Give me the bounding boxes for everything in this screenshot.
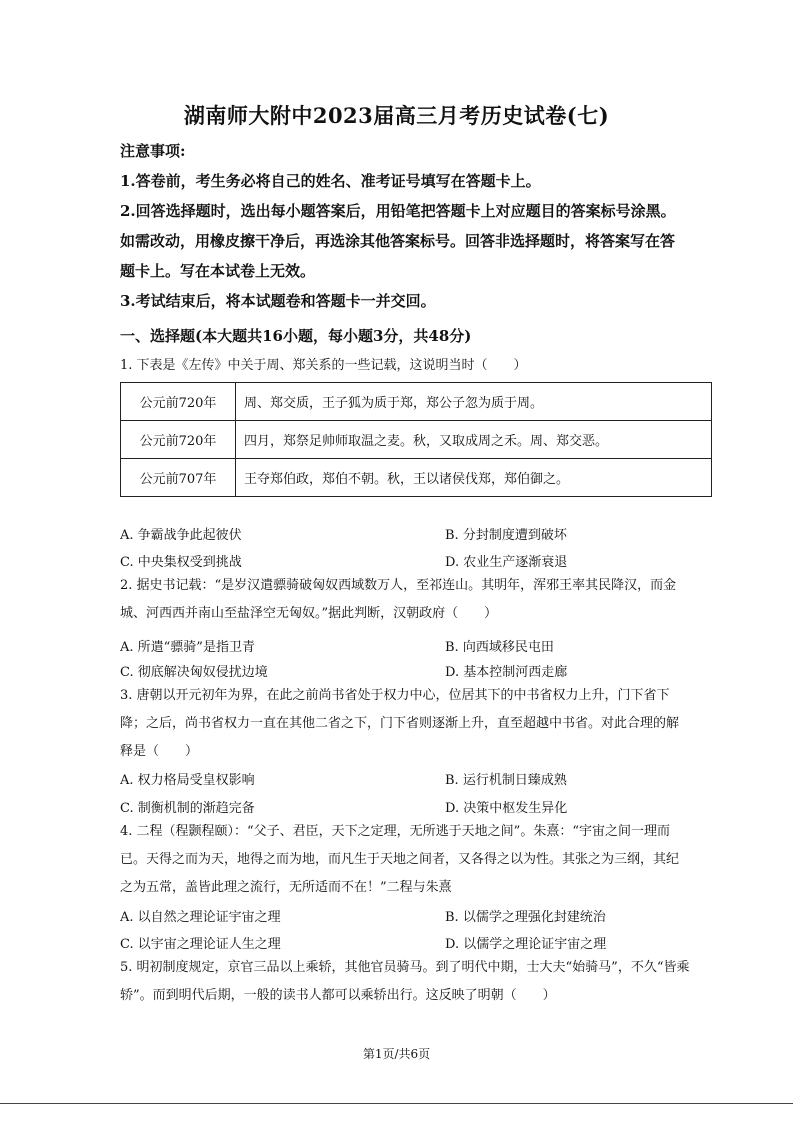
table-row [121,459,712,497]
q1-option-a: A. 争霸战争此起彼伏 [120,528,242,543]
question-4-stem: 4. 二程（程颢程颐）：“父子、君臣，天下之定理，无所逃于天地之间”。朱熹：“宇宙之间一理而已。天得之而为天，地得之而为地，而凡生于天地之间者，又各得之以为性。其张之为三纲，其纪之为五常，盖皆此理之流行，无所适而不在！”二程与朱熹 [120,824,680,895]
q4-option-b: B. 以儒学之理强化封建统治 [445,910,606,925]
q1-option-d: D. 农业生产逐渐衰退 [445,555,568,570]
table-cell-record: 四月，郑祭足帅师取温之麦。秋，又取成周之禾。周、郑交恶。 [236,421,712,459]
q3-option-c: C. 制衡机制的渐趋完备 [120,801,255,816]
page-title: 湖南师大附中2023届高三月考历史试卷(七) [183,103,610,128]
q4-option-c: C. 以宇宙之理论证人生之理 [120,937,281,952]
question-3-stem: 3. 唐朝以开元初年为界，在此之前尚书省处于权力中心，位居其下的中书省权力上升，门下省下降；之后，尚书省权力一直在其他二省之下，门下省则逐渐上升，直至超越中书省。对此合理的解释是（ ） [120,688,680,759]
notice-heading: 注意事项: [120,142,186,160]
section-heading: 一、选择题(本大题共16小题，每小题3分，共48分) [120,327,472,345]
page-footer: 第1页/共6页 [362,1047,431,1061]
notice-item-1: 1.答卷前，考生务必将自己的姓名、准考证号填写在答题卡上。 [120,172,541,190]
notice-item-3: 3.考试结束后，将本试题卷和答题卡一并交回。 [120,292,436,310]
q2-option-c: C. 彻底解决匈奴侵扰边境 [120,665,268,680]
notice-item-2: 2.回答选择题时，选出每小题答案后，用铅笔把答题卡上对应题目的答案标号涂黑。如需改动，用橡皮擦干净后，再选涂其他答案标号。回答非选择题时，将答案写在答题卡上。写在本试卷上无效。 [120,202,676,280]
q4-option-d: D. 以儒学之理论证宇宙之理 [445,937,607,952]
q1-option-c: C. 中央集权受到挑战 [120,555,242,570]
table-row [121,383,712,421]
table-cell-year: 公元前720年 [121,383,236,421]
table-row [121,421,712,459]
q2-option-b: B. 向西域移民屯田 [445,640,554,655]
question-1-table [120,382,712,497]
q3-option-d: D. 决策中枢发生异化 [445,801,568,816]
q2-option-a: A. 所遣“骠骑”是指卫青 [120,640,255,655]
question-2-stem: 2. 据史书记载：“是岁汉遣骠骑破匈奴西域数万人，至祁连山。其明年，浑邪王率其民降汉，而金城、河西西并南山至盐泽空无匈奴。”据此判断，汉朝政府（ ） [120,578,677,621]
q2-option-d: D. 基本控制河西走廊 [445,665,568,680]
q4-option-a: A. 以自然之理论证宇宙之理 [120,910,281,925]
question-5-stem: 5. 明初制度规定，京官三品以上乘轿，其他官员骑马。到了明代中期，士大夫“始骑马”，不久“皆乘轿”。而到明代后期，一般的读书人都可以乘轿出行。这反映了明朝（ ） [120,960,690,1003]
q3-option-b: B. 运行机制日臻成熟 [445,773,567,788]
table-cell-year: 公元前720年 [121,421,236,459]
table-cell-record: 周、郑交质，王子狐为质于郑，郑公子忽为质于周。 [236,383,712,421]
table-cell-record: 王夺郑伯政，郑伯不朝。秋，王以诸侯伐郑，郑伯御之。 [236,459,712,497]
question-1-stem: 1. 下表是《左传》中关于周、郑关系的一些记载，这说明当时（ ） [120,358,527,373]
table-cell-year: 公元前707年 [121,459,236,497]
q3-option-a: A. 权力格局受皇权影响 [120,773,255,788]
bottom-rule [0,1103,793,1104]
q1-option-b: B. 分封制度遭到破坏 [445,528,567,543]
